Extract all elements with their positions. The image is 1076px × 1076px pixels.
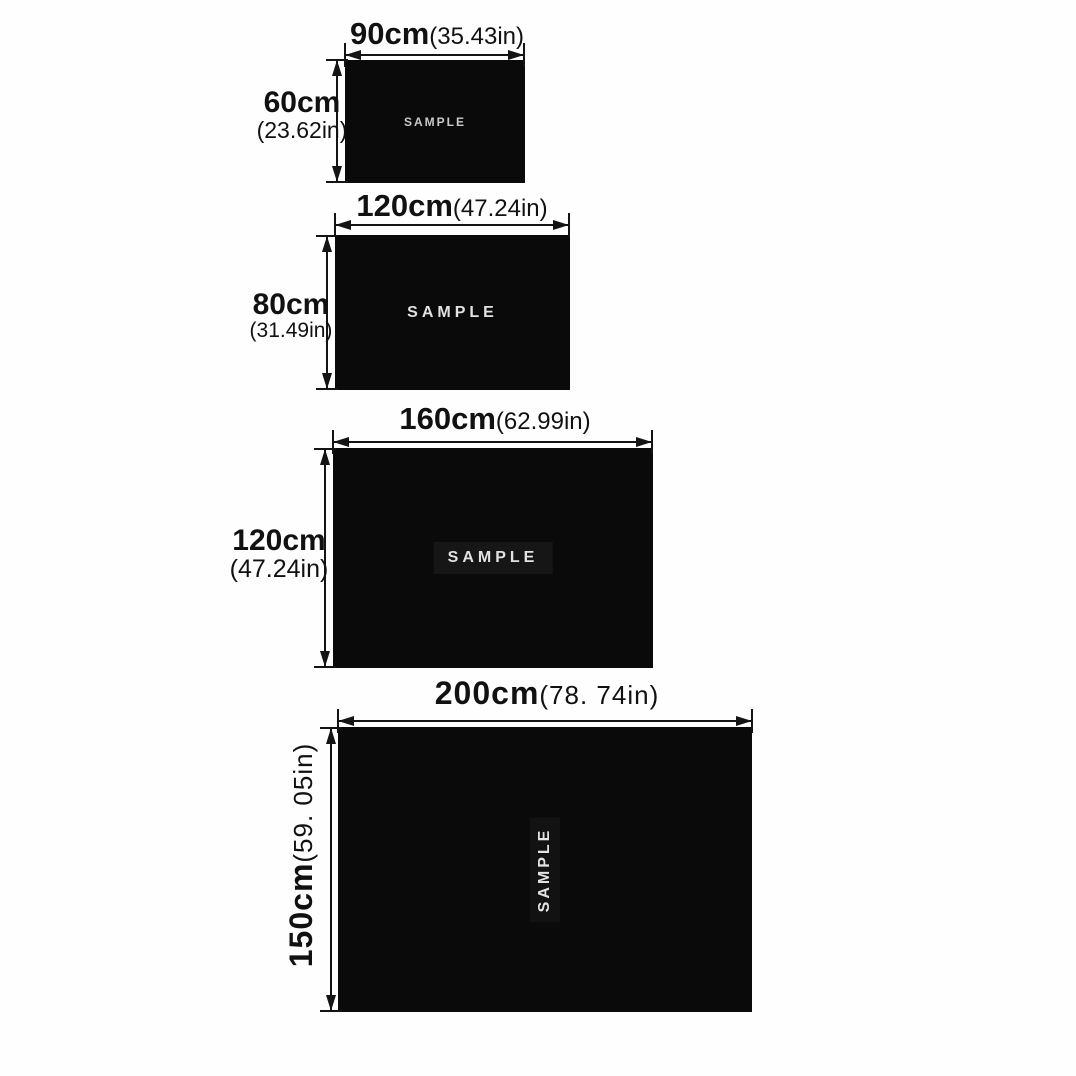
height-in-value: (23.62in)	[256, 117, 348, 144]
arrow-right-icon	[736, 716, 752, 726]
sample-watermark: SAMPLE	[434, 542, 553, 574]
height-cm-value: 150cm	[283, 862, 319, 968]
width-cm-value: 160cm	[399, 401, 496, 436]
height-label	[285, 743, 317, 967]
height-in-value: (59. 05in)	[288, 742, 318, 863]
sample-watermark: SAMPLE	[403, 114, 467, 129]
arrow-left-icon	[338, 716, 354, 726]
width-in-value: (35.43in)	[429, 23, 525, 50]
arrow-up-icon	[326, 728, 336, 744]
width-in-value: (47.24in)	[452, 195, 548, 222]
width-cm-value: 120cm	[356, 188, 453, 223]
height-cm-value: 120cm	[232, 524, 326, 557]
height-cm-value: 80cm	[252, 288, 330, 321]
height-dimension-arrow	[320, 727, 342, 1012]
width-in-value: (78. 74in)	[539, 680, 660, 710]
arrow-down-icon	[326, 995, 336, 1011]
width-in-value: (62.99in)	[495, 408, 591, 435]
height-cm-value: 60cm	[263, 86, 341, 119]
sample-watermark: SAMPLE	[407, 303, 498, 321]
size-rect-200x150	[338, 727, 752, 1012]
width-label	[435, 677, 659, 709]
height-in-value: (47.24in)	[229, 555, 329, 584]
sample-watermark: SAMPLE	[530, 817, 560, 922]
width-cm-value: 90cm	[349, 16, 430, 51]
height-in-value: (31.49in)	[249, 319, 333, 343]
width-dimension-arrow	[337, 709, 753, 733]
width-cm-value: 200cm	[434, 675, 540, 711]
